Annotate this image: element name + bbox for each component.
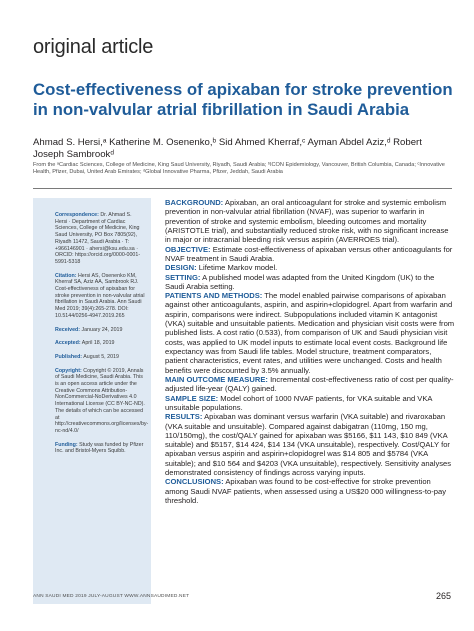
main-outcome-label: MAIN OUTCOME MEASURE: — [165, 374, 268, 384]
abstract-results — [165, 412, 455, 477]
received-date: January 24, 2019 — [81, 326, 123, 333]
abstract — [165, 198, 455, 505]
abstract-design — [165, 263, 455, 272]
objective-text: Estimate cost-effectiveness of apixaban versus other anticoagulants for NVAF treatment in Saudi Arabia. — [165, 244, 453, 263]
accepted-date: April 18, 2019 — [81, 340, 115, 347]
abstract-conclusions — [165, 477, 455, 505]
published-date: August 5, 2019 — [83, 353, 119, 360]
copyright-label: Copyright: — [55, 367, 82, 374]
sample-size-text: Model cohort of 1000 NVAF patients, for VKA suitable and VKA unsuitable populations. — [165, 393, 433, 412]
correspondence-label: Correspondence: — [55, 212, 99, 218]
received-label: Received: — [55, 326, 81, 333]
funding-block — [55, 442, 145, 455]
funding-label: Funding: — [55, 441, 78, 448]
citation-text: Hersi AS, Osenenko KM, Kherraf SA, Aziz AA, Sambrook RJ. Cost-effectiveness of apixaban for stroke prevention in non-valvular atrial fibrillation in Saudi Arabia. Ann Saudi Med 2019; 39(4):265-278. DOI: 10.5144/0256-4947.2019.265 — [55, 272, 145, 319]
correspondence-block — [55, 212, 145, 266]
copyright-block — [55, 367, 149, 435]
abstract-patients-methods — [165, 291, 455, 375]
journal-footer: ANN SAUDI MED 2019 JULY-AUGUST WWW.ANNSAUDIMED.NET — [33, 594, 190, 599]
results-text: Apixaban was dominant versus warfarin (VKA suitable) and rivaroxaban (VKA suitable and unsuitable). Compared against dabigatran (110mg, 150 mg, 110/150mg), the cost/QALY gained for apixaban was $5166, $11 143, $10 849 (VKA suitable) and $5157, $14 424, $14 134 (VKA unsuitable), respectively. Cost/QALY for apixaban versus aspirin and aspirin+clopidogrel was $14 805 and $5784 (VKA suitable); and $10 564 and $4203 (VKA unsuitable), respectively. Sensitivity analyses demonstrated consistency of findings across varying inputs. — [165, 412, 452, 478]
correspondence-text: Dr. Ahmad S. Hersi · Department of Cardiac Sciences, College of Medicine, King Saud University, PO Box 7805(92), Riyadh 11472, Saudi Arabia · T: +966146901 · ahersi@ksu.edu.sa · ORCID: https://orcid.org/0000-0001-5991-5318 — [55, 212, 141, 265]
results-label: RESULTS: — [165, 412, 203, 422]
conclusions-text: Apixaban was found to be cost-effective for stroke prevention among Saudi NVAF patients, when assessed using a US$20 000 willingness-to-pay threshold. — [165, 477, 446, 505]
conclusions-label: CONCLUSIONS: — [165, 477, 224, 487]
published-label: Published: — [55, 353, 83, 360]
design-text: Lifetime Markov model. — [198, 263, 278, 273]
abstract-setting — [165, 273, 455, 292]
received-block — [55, 327, 145, 334]
patients-methods-label: PATIENTS AND METHODS: — [165, 291, 263, 301]
copyright-text: Copyright © 2019, Annals of Saudi Medicine, Saudi Arabia. This is an open access article under the Creative Commons Attribution-NonCommercial-NoDerivatives 4.0 International License (CC BY-NC-ND). The details of which can be accessed at http://creativecommons.org/licenses/by-nc-nd/4.0/ — [55, 367, 149, 434]
abstract-main-outcome — [165, 375, 455, 394]
page-number: 265 — [436, 591, 452, 601]
citation-label: Citation: — [55, 272, 77, 279]
accepted-label: Accepted: — [55, 340, 81, 347]
accepted-block — [55, 340, 145, 347]
sample-size-label: SAMPLE SIZE: — [165, 393, 219, 403]
background-text: Apixaban, an oral anticoagulant for stroke and systemic embolism prevention in non-valvular atrial fibrillation (NVAF), was superior to warfarin in prevention of stroke and systemic embolism, bleeding outcomes and mortality (ARISTOTLE trial), and substantially reduced stroke risk, with no significant increase in major or intracranial bleeding risk versus aspirin (AVERROES trial). — [165, 198, 449, 245]
abstract-background — [165, 198, 455, 245]
author-list: Ahmad S. Hersi,ᵃ Katherine M. Osenenko,ᵇ Sid Ahmed Kherraf,ᶜ Ayman Abdel Aziz,ᵈ Robert Joseph Sambrookᵈ — [33, 137, 422, 161]
setting-label: SETTING: — [165, 272, 201, 282]
design-label: DESIGN: — [165, 263, 197, 273]
section-label: original article — [33, 36, 154, 58]
header-divider — [33, 188, 452, 189]
abstract-objective — [165, 245, 455, 264]
background-label: BACKGROUND: — [165, 198, 224, 207]
funding-text: Study was funded by Pfizer Inc. and Bristol-Myers Squibb. — [55, 441, 144, 455]
citation-block — [55, 273, 145, 320]
published-block — [55, 354, 145, 361]
author-affiliations: From the ᵃCardiac Sciences, College of Medicine, King Saud University, Riyadh, Saudi Arabia; ᵇICON Epidemiology, Vancouver, British Columbia, Canada; ᶜInnovative Health, Pfizer, Dubai, United Arab Emirates; ᵈGlobal Innovative Pharma, Pfizer, Jeddah, Saudi Arabia — [33, 162, 445, 176]
objective-label: OBJECTIVE: — [165, 244, 211, 254]
patients-methods-text: The model enabled pairwise comparisons of apixaban against other anticoagulants, aspirin, and aspirin+clopidogrel. Apart from warfarin and aspirin, comparisons were indirect. Subpopulations included vitamin K antagonist (VKA) suitable and unsuitable patients. Medication and physician visit costs were from published lists. A cost ratio (0.533), from comparison of UK and Saudi physician visit costs, was applied to UK model inputs to estimate local event costs. Background life expectancy was from Saudi life tables. Model structure, treatment comparators, patient characteristics, event rates, and utilities were unchanged. Costs and health benefits were discounted by 3.5% annually. — [165, 291, 455, 375]
abstract-sample-size — [165, 394, 455, 413]
setting-text: A published model was adapted from the United Kingdom (UK) to the Saudi Arabia setting. — [165, 272, 435, 291]
info-sidebar — [33, 198, 151, 604]
article-title: Cost-effectiveness of apixaban for stroke prevention in non-valvular atrial fibrillation in Saudi Arabia — [33, 80, 453, 119]
main-outcome-text: Incremental cost-effectiveness ratio of cost per quality-adjusted life-year (QALY) gained. — [165, 374, 454, 394]
